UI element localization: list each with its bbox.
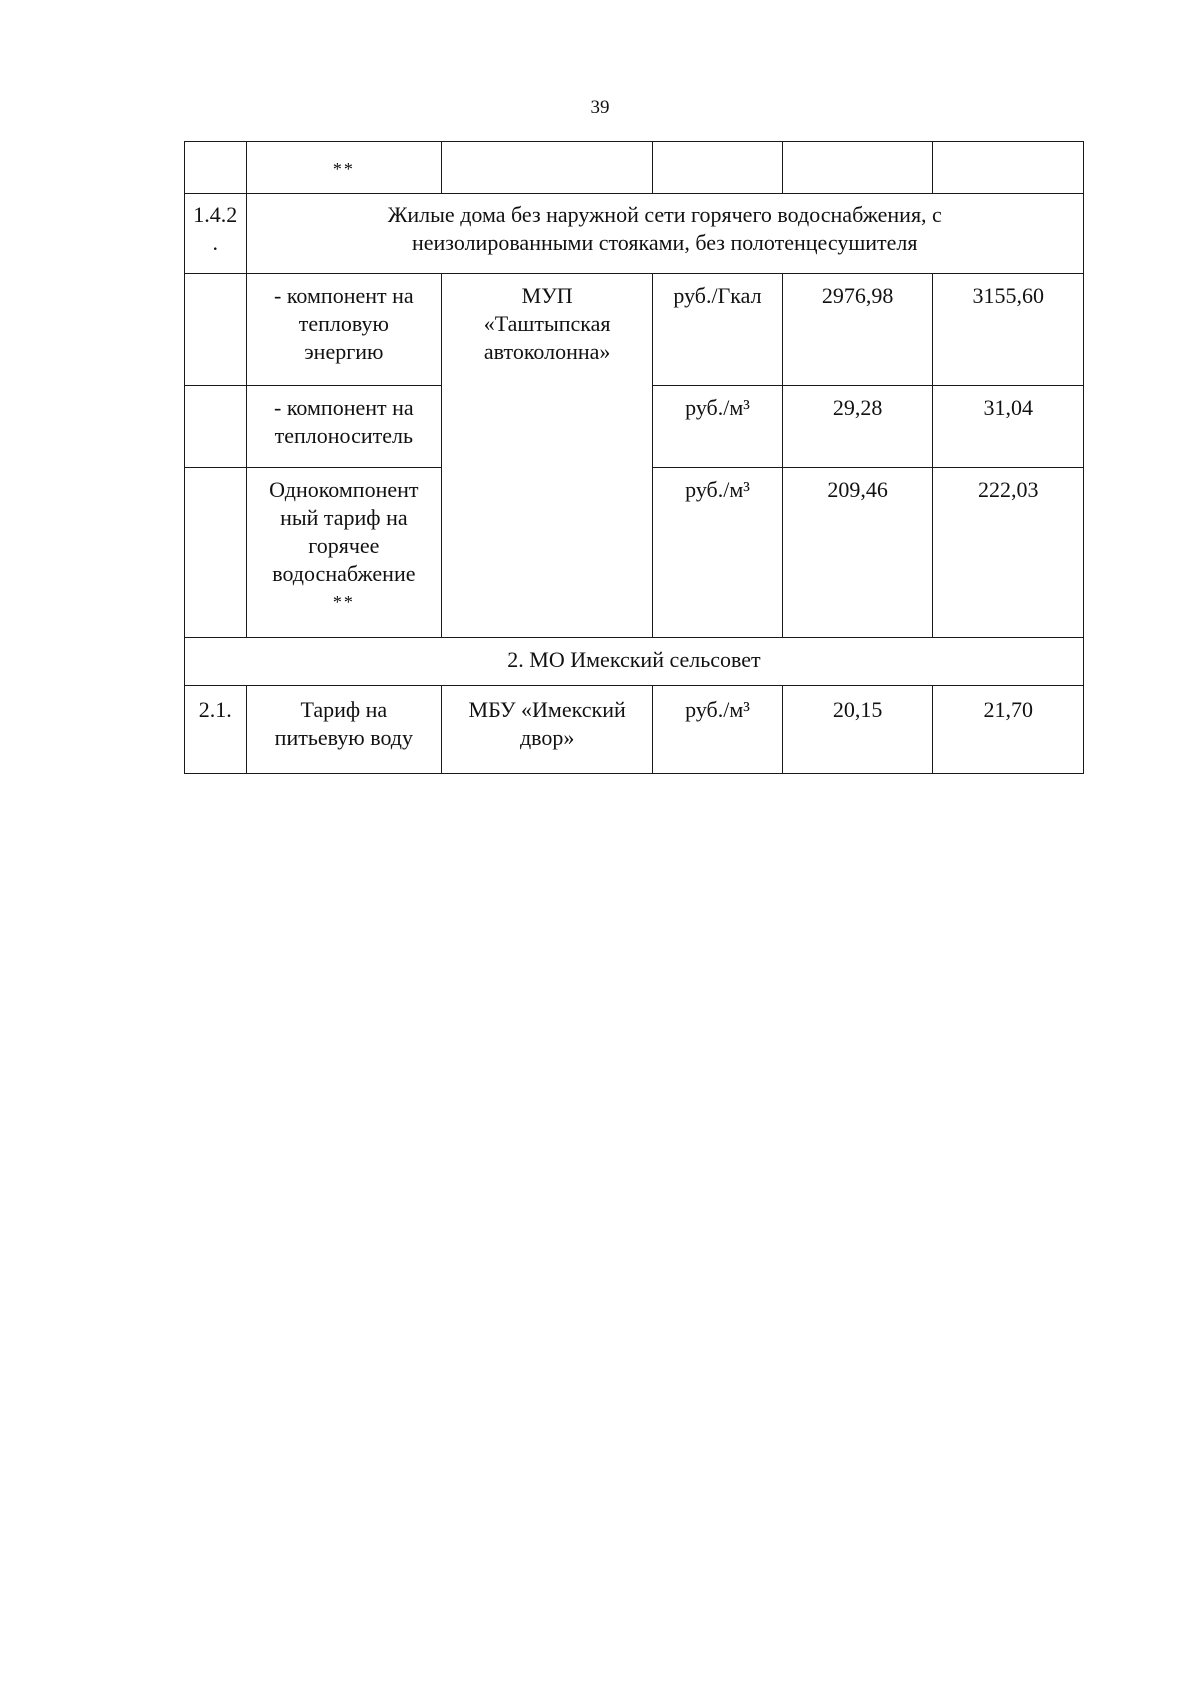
cell-name: - компонент на тепловую энергию — [246, 274, 442, 386]
cell-value-2: 222,03 — [933, 468, 1084, 638]
cell-number — [185, 274, 247, 386]
cell-value-2: 3155,60 — [933, 274, 1084, 386]
cell-unit — [653, 142, 783, 194]
cell-name: Однокомпонент ный тариф на горячее водоснабжение ** — [246, 468, 442, 638]
section-title: Жилые дома без наружной сети горячего водоснабжения, с неизолированными стояками, без полотенцесушителя — [246, 194, 1083, 274]
table-row-stars — [185, 142, 1084, 194]
table-row-heat-component — [185, 274, 1084, 386]
cell-value-2: 21,70 — [933, 686, 1084, 774]
cell-unit: руб./м³ — [653, 386, 783, 468]
cell-value-1: 209,46 — [782, 468, 933, 638]
cell-org: МБУ «Имекский двор» — [442, 686, 653, 774]
cell-name: Тариф на питьевую воду — [246, 686, 442, 774]
table-row-drinking-water — [185, 686, 1084, 774]
cell-org — [442, 142, 653, 194]
section-number: 1.4.2 . — [185, 194, 247, 274]
cell-name: - компонент на теплоноситель — [246, 386, 442, 468]
cell-org-mup: МУП «Таштыпская автоколонна» — [442, 274, 653, 638]
cell-value-2 — [933, 142, 1084, 194]
cell-name — [246, 142, 442, 194]
footnote-stars: ** — [332, 159, 355, 179]
section-row-1-4-2 — [185, 194, 1084, 274]
cell-value-1 — [782, 142, 933, 194]
footnote-stars: ** — [332, 592, 355, 612]
section-row-2 — [185, 638, 1084, 686]
cell-value-2: 31,04 — [933, 386, 1084, 468]
cell-unit: руб./м³ — [653, 686, 783, 774]
cell-number — [185, 142, 247, 194]
cell-number: 2.1. — [185, 686, 247, 774]
cell-unit: руб./Гкал — [653, 274, 783, 386]
cell-number — [185, 386, 247, 468]
cell-value-1: 29,28 — [782, 386, 933, 468]
cell-value-1: 20,15 — [782, 686, 933, 774]
cell-unit: руб./м³ — [653, 468, 783, 638]
section-title: 2. МО Имекский сельсовет — [185, 638, 1084, 686]
tariff-table — [184, 141, 1084, 774]
cell-value-1: 2976,98 — [782, 274, 933, 386]
page-number: 39 — [590, 97, 610, 118]
cell-number — [185, 468, 247, 638]
